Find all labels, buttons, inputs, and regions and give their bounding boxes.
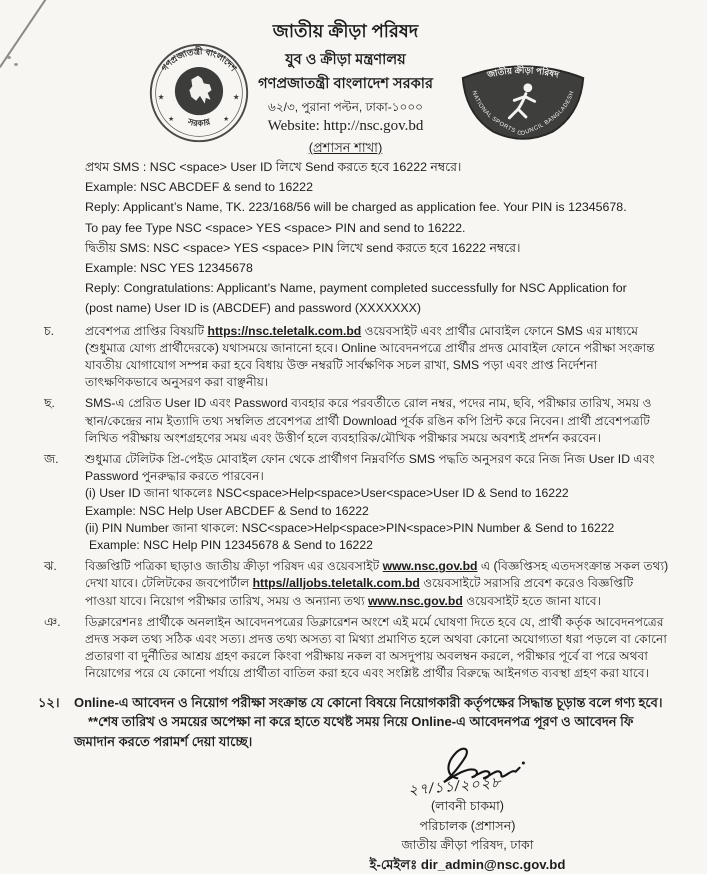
list-marker: ঝ.: [44, 559, 57, 574]
seal-text-bottom: সরকার: [186, 116, 212, 129]
text-line: [85, 430, 678, 447]
text-segment: বিজ্ঞপ্তিটি পত্রিকা ছাড়াও জাতীয় ক্রীড়া পরিষদ এর ওয়েবসাইট: [85, 559, 383, 574]
text-line: [85, 177, 678, 197]
text-line: [85, 558, 678, 575]
government-line: গণপ্রজাতন্ত্রী বাংলাদেশ সরকার: [258, 76, 433, 92]
paragraph-block: [38, 157, 678, 319]
star-icon: ★: [232, 92, 240, 102]
ministry-line: যুব ও ক্রীড়া মন্ত্রণালয়: [285, 52, 406, 68]
text-segment: Online-এ আবেদন ও নিয়োগ পরীক্ষা সংক্রান্ত যে কোনো বিষয়ে নিয়োগকারী কর্তৃপক্ষের সিদ্ধান্ত চূড়ান্ত বলে গণ্য হবে।: [74, 694, 663, 710]
text-line: [85, 485, 678, 502]
text-line: [85, 218, 678, 238]
text-line: [85, 631, 678, 648]
signer-title: পরিচালক (প্রশাসন): [419, 819, 516, 833]
text-segment: জমাদান করতে পরামর্শ দেয়া যাচ্ছে।: [74, 733, 253, 749]
text-segment: নিয়োগের পরে যে কোনো পর্যায়ে প্রার্থীতা বাতিল করা হবে এবং সংশ্লিষ্ট প্রার্থীর বিরুদ্ধে আইনগত ব্যবস্থা গ্রহণ করা যাবে।: [85, 666, 649, 681]
text-segment: (শুধুমাত্র যোগ্য প্রার্থীদেরকে) যথাসময়ে জানানো হবে। Online আবেদনপত্রে প্রার্থীর প্রদত্ত মোবাইল ফোনে পরীক্ষা সংক্রান্ত: [85, 340, 655, 355]
website-line: Website: http://nsc.gov.bd: [267, 118, 424, 134]
text-line: [85, 197, 678, 217]
text-segment: SMS-এ প্রেরিত User ID এবং Password ব্যবহার করে পরবর্তীতে রোল নম্বর, পদের নাম, ছবি, পরীক্ষার তারিখ, সময় ও: [85, 396, 652, 411]
text-line: [85, 593, 678, 610]
text-segment: এ (বিজ্ঞপ্তিসহ এতদসংক্রান্ত সকল তথ্য): [477, 559, 669, 574]
address-line: ৬২/৩, পুরানা পল্টন, ঢাকা-১০০০: [268, 100, 423, 114]
text-segment: দ্বিতীয় SMS: NSC <space> YES <space> PIN লিখে send করতে হবে 16222 নম্বরে।: [85, 240, 521, 255]
text-line: [85, 278, 678, 298]
text-line: [85, 451, 678, 468]
org-title: জাতীয় ক্রীড়া পরিষদ: [272, 21, 419, 41]
text-segment: Example: NSC YES 12345678: [85, 261, 253, 276]
text-line: [85, 413, 678, 430]
text-segment: ওয়েবসাইট হতে জানা যাবে।: [462, 593, 602, 608]
text-line: [85, 575, 678, 592]
text-segment: ওয়েবসাইট এবং প্রার্থীর মোবাইল ফোনে SMS এর মাধ্যমে: [361, 323, 639, 338]
scan-mark: [7, 56, 11, 59]
list-item-block: [38, 614, 678, 683]
text-segment: প্রদত্ত সকল তথ্য সঠিক এবং সত্য। প্রদত্ত তথ্য অসত্য বা মিথ্যা প্রমাণিত হলে অথবা কোনো অযোগ্যতা ধরা পড়লে বা কোনো: [85, 632, 667, 647]
text-line: [85, 395, 678, 412]
text-line: [85, 238, 678, 258]
text-segment: Example: NSC Help User ABCDEF & Send to 16222: [85, 503, 369, 518]
list-item-block: [38, 323, 678, 392]
text-segment: প্রতারণা বা দুর্নীতির আশ্রয় গ্রহণ করলে কিংবা পরীক্ষায় নকল বা অসদুপায় অবলম্বন করলে, পরীক্ষার পূর্বে বা পরে অথবা: [85, 649, 648, 664]
text-line: [85, 614, 678, 631]
link-text: www.nsc.gov.bd: [368, 593, 463, 608]
list-marker: জ.: [44, 452, 59, 467]
text-segment: Password পুনরুদ্ধার করতে পারবেন।: [85, 469, 264, 484]
star-icon: ★: [157, 92, 165, 102]
seal-text-top: গণপ্রজাতন্ত্রী বাংলাদেশ: [159, 46, 239, 74]
text-segment: শুধুমাত্র টেলিটক প্রি-পেইড মোবাইল ফোন থেকে প্রার্থীগণ নিম্নবর্ণিত SMS পদ্ধতি অনুসরণ করে নিজ নিজ User ID এবং: [85, 452, 655, 467]
list-marker: ছ.: [44, 396, 55, 411]
text-line: [85, 503, 678, 520]
list-marker: ঞ.: [44, 614, 61, 629]
text-line: [85, 665, 678, 682]
scan-mark: [14, 63, 18, 66]
text-segment: প্রথম SMS : NSC <space> User ID লিখে Send করতে হবে 16222 নম্বরে।: [85, 160, 462, 174]
text-line: [85, 340, 678, 357]
signer-name: (লাবনী চাকমা): [431, 799, 504, 813]
text-line: [85, 520, 678, 537]
signer-email: ই-মেইলঃ dir_admin@nsc.gov.bd: [369, 857, 566, 872]
text-line: [74, 712, 678, 732]
document-body: [38, 157, 678, 751]
text-segment: (i) User ID জানা থাকলেঃ NSC<space>Help<space>User<space>User ID & Send to 16222: [85, 486, 569, 501]
text-line: [85, 298, 678, 318]
text-segment: পাওয়া যাবে। নিয়োগ পরীক্ষার তারিখ, সময় ও অন্যান্য তথ্য: [85, 593, 368, 608]
nsc-logo-text-top: জাতীয় ক্রীড়া পরিষদ: [486, 65, 560, 80]
link-text: https//alljobs.teletalk.com.bd: [252, 576, 420, 591]
star-icon: ★: [223, 115, 230, 123]
link-text: www.nsc.gov.bd: [382, 559, 478, 574]
link-text: https://nsc.teletalk.com.bd: [207, 323, 362, 338]
nsc-logo-icon: [453, 46, 593, 148]
text-segment: যাবতীয় যোগাযোগ সম্পন্ন করা হবে বিধায় উক্ত নম্বরটি সার্বক্ষণিক সচল রাখা, SMS পড়া এবং প্রাপ্ত নির্দেশনা: [85, 358, 598, 373]
text-segment: Reply: Applicant’s Name, TK. 223/168/56 will be charged as application fee. Your PIN is 12345678.: [85, 200, 627, 215]
signer-org: জাতীয় ক্রীড়া পরিষদ, ঢাকা: [401, 838, 534, 852]
text-segment: **শেষ তারিখ ও সময়ের অপেক্ষা না করে হাতে যথেষ্ট সময় নিয়ে Online-এ আবেদনপত্র পূরণ ও আবেদন ফি: [88, 714, 634, 730]
text-segment: (post name) User ID is (ABCDEF) and password (XXXXXXX): [85, 301, 422, 316]
section-line: (প্রশাসন শাখা): [308, 140, 383, 155]
text-segment: Example: NSC ABCDEF & send to 16222: [85, 180, 313, 195]
text-segment: ডিক্লারেশনঃ প্রার্থীকে অনলাইন আবেদনপত্রের ডিক্লারেশন অংশে এই মর্মে ঘোষণা দিতে হবে যে, প্রার্থী কর্তৃক আবেদনপত্রের: [85, 614, 664, 629]
signature-block: [330, 740, 605, 874]
text-line: [74, 693, 678, 713]
text-segment: Example: NSC Help PIN 12345678 & Send to 16222: [89, 538, 373, 553]
star-icon: ★: [168, 115, 175, 123]
text-line: [85, 157, 678, 177]
text-line: [85, 357, 678, 374]
text-segment: ওয়েবসাইটে সরাসরি প্রবেশ করেও বিজ্ঞপ্তিটি: [419, 576, 634, 591]
text-line: [85, 537, 678, 554]
text-segment: Reply: Congratulations: Applicant’s Name, payment completed successfully for NSC Application for: [85, 281, 627, 296]
text-line: [85, 258, 678, 278]
nsc-logo-text-ring: NATIONAL SPORTS COUNCIL BANGLADESH: [470, 90, 576, 138]
list-marker: চ.: [44, 323, 55, 338]
text-segment: প্রবেশপত্র প্রাপ্তির বিষয়টি: [85, 323, 208, 338]
list-marker: ১২।: [38, 694, 60, 710]
list-item-block: [38, 451, 678, 554]
text-line: [85, 323, 678, 340]
list-item-block: [38, 558, 678, 610]
list-item-block: [38, 395, 678, 447]
text-segment: দেখা যাবে। টেলিটকের জবপোর্টাল: [85, 576, 253, 591]
text-segment: লিখিত পরীক্ষায় অংশগ্রহণের সময় এবং উত্তীর্ণ হলে ব্যবহারিক/মৌখিক পরীক্ষার সময়ে অবশ্যই প্রদর্শন করবেন।: [85, 430, 601, 445]
text-segment: (ii) PIN Number জানা থাকলে: NSC<space>Help<space>PIN<space>PIN Number & Send to 16222: [85, 520, 615, 535]
text-line: [85, 468, 678, 485]
text-line: [85, 648, 678, 665]
text-line: [85, 374, 678, 391]
signature-date: ২৭/১১/২০২৮: [407, 774, 503, 800]
text-segment: To pay fee Type NSC <space> YES <space> PIN and send to 16222.: [85, 220, 466, 235]
text-segment: তাৎক্ষণিকভাবে অনুসরণ করা বাঞ্ছনীয়।: [85, 375, 269, 390]
text-segment: স্থান/কেন্দ্রের নাম ইত্যাদি তথ্য সম্বলিত প্রবেশপত্র প্রার্থী Download পূর্বক রঙিন কপি প্রিন্ট করে নিবেন। প্রার্থী প্রবেশপত্রটি: [85, 413, 650, 428]
